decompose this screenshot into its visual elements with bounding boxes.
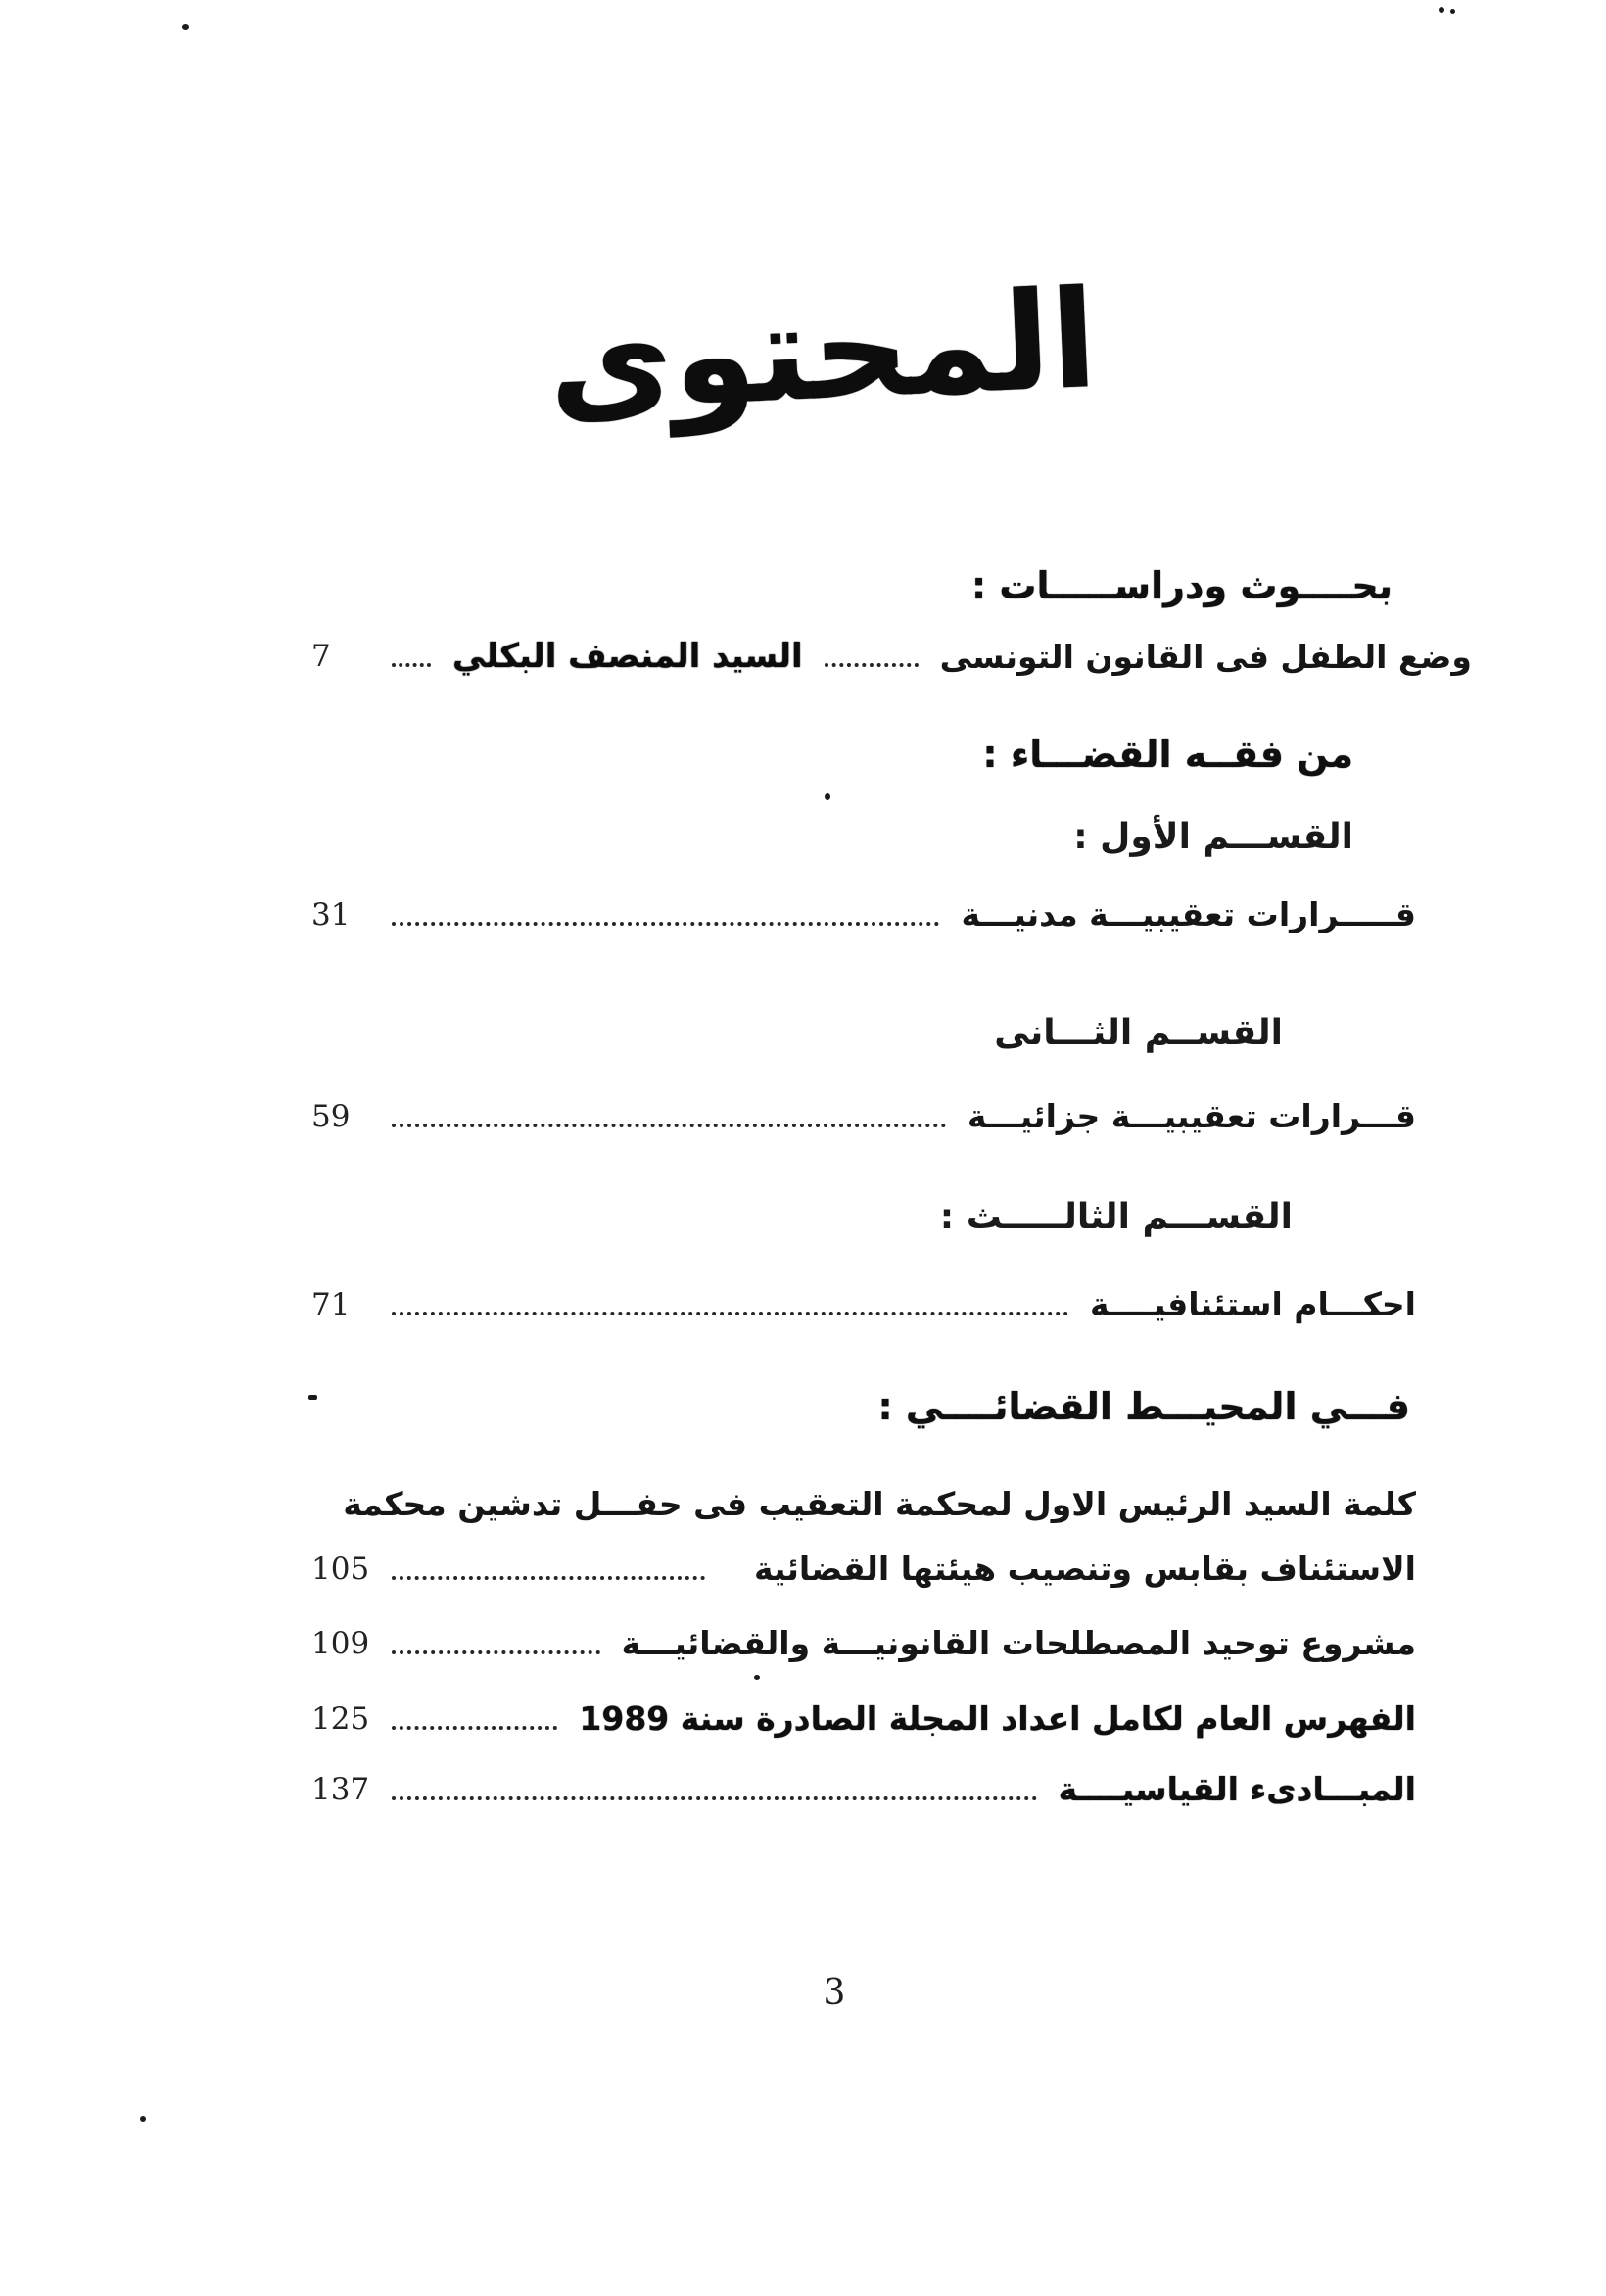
entry-page-number: 105 [311, 1551, 370, 1587]
entry-title: المبـــادىء القياسيــــة [1058, 1770, 1416, 1808]
toc-entry-terminology-project [311, 1624, 1416, 1662]
dot-leader [825, 663, 919, 667]
entry-title: احكـــام استئنافيــــة [1090, 1285, 1416, 1323]
dot-leader [392, 1576, 705, 1580]
section-heading-jurisprudence: من فقــه القضـــاء : [982, 733, 1353, 776]
toc-entry-general-index [311, 1699, 1416, 1738]
entry-page-number: 71 [311, 1286, 351, 1322]
toc-entry-standard-principles [311, 1770, 1416, 1808]
page-title: المحتوى [544, 260, 1101, 443]
subheading-part-two: القســم الثـــانى [994, 1013, 1283, 1053]
toc-entry-criminal-cassation [311, 1097, 1416, 1135]
toc-entry-speech-line1: كلمة السيد الرئيس الاول لمحكمة التعقيب فى حفـــل تدشين محكمة [343, 1485, 1416, 1523]
entry-title: قـــرارات تعقيبيـــة جزائيـــة [967, 1097, 1416, 1135]
ink-speck [1450, 9, 1455, 14]
toc-entry-civil-cassation [311, 895, 1416, 933]
entry-title: مشروع توحيد المصطلحات القانونيـــة والقضائيـــة [621, 1624, 1416, 1662]
entry-page-number: 7 [311, 639, 331, 674]
ink-speck [182, 24, 189, 30]
dot-leader [392, 922, 939, 926]
dot-leader [392, 1726, 557, 1730]
ink-speck [1439, 7, 1444, 13]
ink-speck [140, 2116, 146, 2122]
toc-entry-appellate-judgments [311, 1285, 1416, 1323]
dot-leader [392, 1124, 946, 1127]
toc-entry-child-law [311, 637, 1472, 676]
entry-page-number: 137 [311, 1771, 370, 1807]
ink-speck [754, 1675, 760, 1680]
subheading-part-one: القســـم الأول : [1073, 817, 1353, 857]
entry-page-number: 125 [311, 1700, 370, 1737]
entry-author: السيد المنصف البكلي [452, 637, 803, 676]
ink-speck [308, 1395, 317, 1400]
dot-leader [392, 1650, 600, 1654]
ink-speck [825, 793, 830, 800]
folio-page-number: 3 [823, 1973, 846, 2013]
entry-title: وضع الطفل فى القانون التونسى [939, 637, 1472, 676]
entry-page-number: 31 [311, 896, 351, 933]
toc-entry-speech-line2 [311, 1550, 1416, 1588]
dot-leader [392, 1796, 1037, 1800]
entry-page-number: 59 [311, 1098, 351, 1134]
entry-title: الاستئناف بقابس وتنصيب هيئتها القضائية [753, 1550, 1416, 1588]
entry-title: الفهرس العام لكامل اعداد المجلة الصادرة سنة 1989 [579, 1699, 1416, 1738]
entry-page-number: 109 [311, 1625, 370, 1661]
dot-leader [392, 663, 431, 667]
dot-leader [392, 1312, 1068, 1315]
section-heading-research-studies: بحــــوث ودراســـــات : [970, 564, 1393, 607]
section-heading-judicial-environment: فـــي المحيـــط القضائــــي : [877, 1385, 1410, 1428]
entry-title: قـــــرارات تعقيبيـــة مدنيـــة [961, 895, 1416, 933]
subheading-part-three: القســـم الثالـــــث : [939, 1197, 1293, 1237]
